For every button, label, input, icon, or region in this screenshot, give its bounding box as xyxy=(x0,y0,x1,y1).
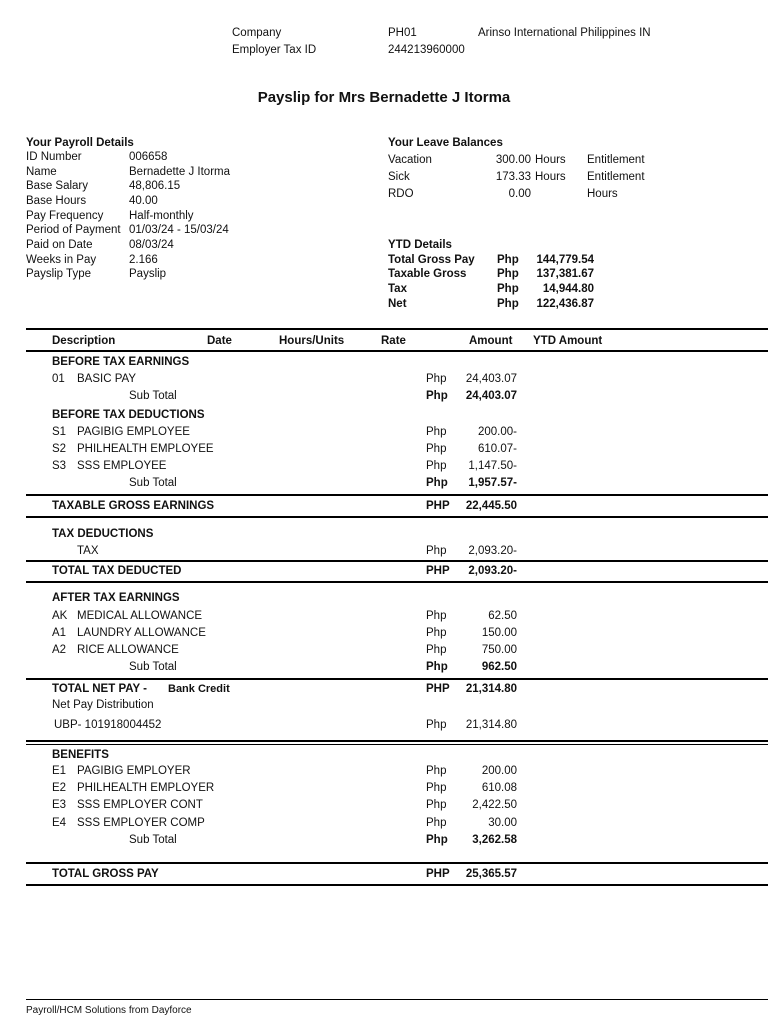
item-amount: 1,147.50- xyxy=(468,460,517,472)
ytd-label: Total Gross Pay xyxy=(388,254,475,266)
col-rate: Rate xyxy=(381,335,406,347)
payroll-label: Paid on Date xyxy=(26,239,93,251)
subtotal-amount: 962.50 xyxy=(481,661,517,673)
bank-account: UBP- 101918004452 xyxy=(54,719,162,731)
col-amount: Amount xyxy=(469,335,513,347)
item-description: SSS EMPLOYEE xyxy=(77,460,167,472)
item-code: E4 xyxy=(52,817,67,829)
col-hours-units: Hours/Units xyxy=(279,335,345,347)
net-pay-distribution-label: Net Pay Distribution xyxy=(52,699,154,711)
payroll-value: 08/03/24 xyxy=(129,239,174,251)
section-heading: BEFORE TAX DEDUCTIONS xyxy=(52,409,205,421)
ytd-value: 144,779.54 xyxy=(536,254,594,266)
item-code: S2 xyxy=(52,443,67,455)
payroll-value: 006658 xyxy=(129,151,168,163)
payroll-label: Period of Payment xyxy=(26,224,121,236)
employer-tax-id: 244213960000 xyxy=(388,44,465,56)
item-description: SSS EMPLOYER COMP xyxy=(77,817,205,829)
item-currency: Php xyxy=(426,765,447,777)
ytd-currency: Php xyxy=(497,298,519,310)
item-currency: Php xyxy=(426,644,447,656)
item-description: MEDICAL ALLOWANCE xyxy=(77,610,203,622)
total-label: TOTAL GROSS PAY xyxy=(52,868,159,880)
subtotal-amount: 3,262.58 xyxy=(472,834,517,846)
payroll-label: Name xyxy=(26,166,57,178)
item-currency: Php xyxy=(426,426,447,438)
leave-unit: Hours xyxy=(535,171,566,183)
subtotal-amount: 24,403.07 xyxy=(465,390,517,402)
item-amount: 24,403.07 xyxy=(465,373,517,385)
subtotal-currency: Php xyxy=(426,661,448,673)
ytd-value: 14,944.80 xyxy=(542,283,594,295)
rule xyxy=(26,862,768,864)
double-rule-bottom xyxy=(26,744,768,745)
subtotal-label: Sub Total xyxy=(129,477,177,489)
leave-balances-heading: Your Leave Balances xyxy=(388,137,503,149)
item-currency: Php xyxy=(426,610,447,622)
section-heading: AFTER TAX EARNINGS xyxy=(52,592,180,604)
ytd-label: Tax xyxy=(388,283,407,295)
item-description: LAUNDRY ALLOWANCE xyxy=(77,627,206,639)
payroll-value: Half-monthly xyxy=(129,210,194,222)
item-amount: 62.50 xyxy=(488,610,517,622)
payroll-label: Base Hours xyxy=(26,195,87,207)
payroll-value: 2.166 xyxy=(129,254,158,266)
total-amount: 22,445.50 xyxy=(465,500,517,512)
rule xyxy=(26,494,768,496)
item-description: SSS EMPLOYER CONT xyxy=(77,799,203,811)
payroll-label: ID Number xyxy=(26,151,82,163)
rule xyxy=(26,560,768,562)
item-currency: Php xyxy=(426,782,447,794)
ytd-currency: Php xyxy=(497,283,519,295)
rule xyxy=(26,884,768,886)
employer-tax-id-label: Employer Tax ID xyxy=(232,44,317,56)
payroll-value: Bernadette J Itorma xyxy=(129,166,230,178)
subtotal-label: Sub Total xyxy=(129,390,177,402)
item-code: 01 xyxy=(52,373,65,385)
total-amount: 2,093.20- xyxy=(468,565,517,577)
company-name: Arinso International Philippines IN xyxy=(478,27,651,39)
ytd-currency: Php xyxy=(497,254,519,266)
item-amount: 610.07- xyxy=(477,443,517,455)
leave-kind: Entitlement xyxy=(587,171,645,183)
total-label: TOTAL TAX DEDUCTED xyxy=(52,565,182,577)
net-pay-amount: 21,314.80 xyxy=(465,683,517,695)
item-code: S3 xyxy=(52,460,67,472)
item-amount: 2,093.20- xyxy=(468,545,517,557)
total-currency: PHP xyxy=(426,565,450,577)
table-top-rule xyxy=(26,328,768,330)
item-description: PAGIBIG EMPLOYEE xyxy=(77,426,190,438)
payroll-value: 40.00 xyxy=(129,195,158,207)
rule xyxy=(26,516,768,518)
ytd-currency: Php xyxy=(497,268,519,280)
item-description: TAX xyxy=(77,545,99,557)
col-description: Description xyxy=(52,335,116,347)
payroll-value: 48,806.15 xyxy=(129,180,181,192)
bank-account-amount: 21,314.80 xyxy=(465,719,517,731)
ytd-value: 137,381.67 xyxy=(536,268,594,280)
ytd-value: 122,436.87 xyxy=(536,298,594,310)
section-heading: BEFORE TAX EARNINGS xyxy=(52,356,190,368)
subtotal-amount: 1,957.57- xyxy=(468,477,517,489)
ytd-label: Net xyxy=(388,298,407,310)
item-amount: 610.08 xyxy=(481,782,517,794)
item-currency: Php xyxy=(426,460,447,472)
total-label: TAXABLE GROSS EARNINGS xyxy=(52,500,215,512)
item-description: RICE ALLOWANCE xyxy=(77,644,179,656)
item-currency: Php xyxy=(426,373,447,385)
item-amount: 150.00 xyxy=(481,627,517,639)
item-currency: Php xyxy=(426,799,447,811)
leave-kind: Hours xyxy=(587,188,618,200)
total-currency: PHP xyxy=(426,500,450,512)
item-currency: Php xyxy=(426,545,447,557)
payroll-label: Pay Frequency xyxy=(26,210,104,222)
total-amount: 25,365.57 xyxy=(465,868,517,880)
item-currency: Php xyxy=(426,627,447,639)
col-ytd-amount: YTD Amount xyxy=(533,335,603,347)
item-amount: 30.00 xyxy=(488,817,517,829)
item-code: A2 xyxy=(52,644,67,656)
item-amount: 200.00- xyxy=(477,426,517,438)
leave-type: Sick xyxy=(388,171,410,183)
ytd-label: Taxable Gross xyxy=(388,268,467,280)
subtotal-label: Sub Total xyxy=(129,834,177,846)
item-code: S1 xyxy=(52,426,67,438)
subtotal-currency: Php xyxy=(426,390,448,402)
company-code: PH01 xyxy=(388,27,417,39)
leave-amount: 300.00 xyxy=(495,154,531,166)
item-code: E3 xyxy=(52,799,67,811)
net-pay-label: TOTAL NET PAY - xyxy=(52,683,147,695)
leave-type: Vacation xyxy=(388,154,432,166)
leave-amount: 173.33 xyxy=(495,171,531,183)
leave-amount: 0.00 xyxy=(508,188,531,200)
payroll-details-heading: Your Payroll Details xyxy=(26,137,134,149)
item-code: E1 xyxy=(52,765,67,777)
section-heading: TAX DEDUCTIONS xyxy=(52,528,154,540)
leave-unit: Hours xyxy=(535,154,566,166)
item-code: A1 xyxy=(52,627,67,639)
item-currency: Php xyxy=(426,443,447,455)
footer-rule xyxy=(26,999,768,1000)
leave-type: RDO xyxy=(388,188,414,200)
payroll-label: Base Salary xyxy=(26,180,89,192)
subtotal-currency: Php xyxy=(426,477,448,489)
item-code: E2 xyxy=(52,782,67,794)
item-code: AK xyxy=(52,610,68,622)
item-currency: Php xyxy=(426,817,447,829)
payslip-title: Payslip for Mrs Bernadette J Itorma xyxy=(257,89,511,106)
item-description: PHILHEALTH EMPLOYER xyxy=(77,782,215,794)
payroll-label: Payslip Type xyxy=(26,268,91,280)
payroll-value: Payslip xyxy=(129,268,167,280)
item-amount: 750.00 xyxy=(481,644,517,656)
bank-account-currency: Php xyxy=(426,719,447,731)
col-date: Date xyxy=(207,335,232,347)
rule xyxy=(26,581,768,583)
item-description: PAGIBIG EMPLOYER xyxy=(77,765,191,777)
rule xyxy=(26,678,768,680)
footer-text: Payroll/HCM Solutions from Dayforce xyxy=(26,1005,192,1016)
item-amount: 2,422.50 xyxy=(472,799,517,811)
table-header-rule xyxy=(26,350,768,352)
net-pay-currency: PHP xyxy=(426,683,450,695)
item-description: PHILHEALTH EMPLOYEE xyxy=(77,443,214,455)
subtotal-label: Sub Total xyxy=(129,661,177,673)
double-rule-top xyxy=(26,740,768,742)
company-label: Company xyxy=(232,27,282,39)
total-currency: PHP xyxy=(426,868,450,880)
subtotal-currency: Php xyxy=(426,834,448,846)
payroll-value: 01/03/24 - 15/03/24 xyxy=(129,224,229,236)
section-heading: BENEFITS xyxy=(52,749,109,761)
payroll-label: Weeks in Pay xyxy=(26,254,97,266)
leave-kind: Entitlement xyxy=(587,154,645,166)
item-description: BASIC PAY xyxy=(77,373,137,385)
item-amount: 200.00 xyxy=(481,765,517,777)
net-pay-method: Bank Credit xyxy=(168,683,230,695)
ytd-heading: YTD Details xyxy=(388,239,452,251)
